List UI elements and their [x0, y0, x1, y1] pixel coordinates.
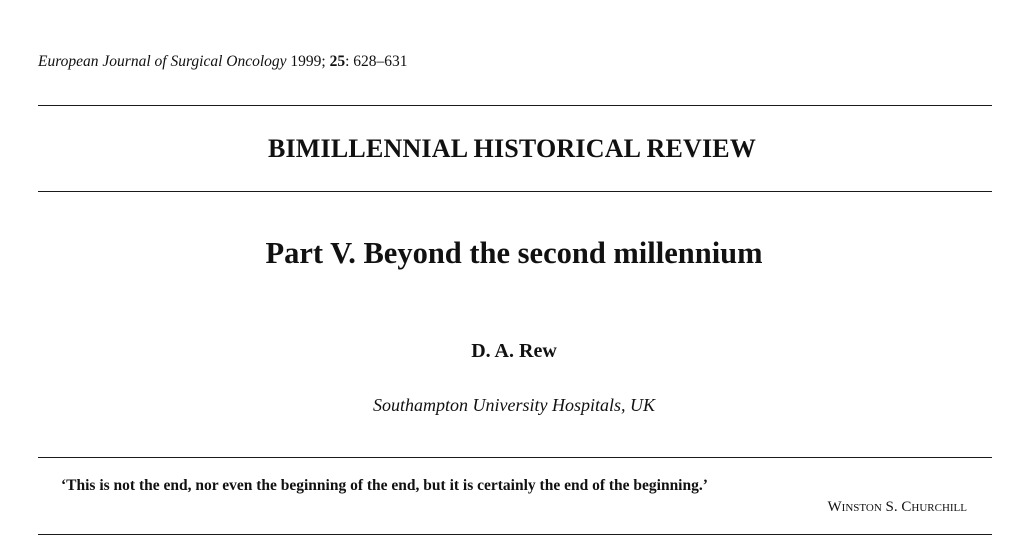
citation-volume: 25	[329, 53, 346, 70]
section-heading: BIMILLENNIAL HISTORICAL REVIEW	[267, 134, 757, 163]
citation-year: 1999;	[290, 53, 326, 70]
journal-citation	[38, 53, 408, 71]
divider-rule	[38, 105, 992, 106]
epigraph-attribution: Winston S. Churchill	[827, 499, 967, 515]
divider-rule	[38, 191, 992, 192]
divider-rule	[38, 534, 992, 535]
citation-pages: : 628–631	[345, 53, 408, 70]
epigraph-quote: ‘This is not the end, nor even the beginning of the end, but it is certainly the end of the beginning.’	[61, 477, 708, 494]
author-name: D. A. Rew	[471, 340, 557, 362]
author-affiliation: Southampton University Hospitals, UK	[373, 395, 655, 415]
article-title: Part V. Beyond the second millennium	[265, 236, 763, 270]
journal-name: European Journal of Surgical Oncology	[38, 53, 287, 70]
divider-rule	[38, 457, 992, 458]
